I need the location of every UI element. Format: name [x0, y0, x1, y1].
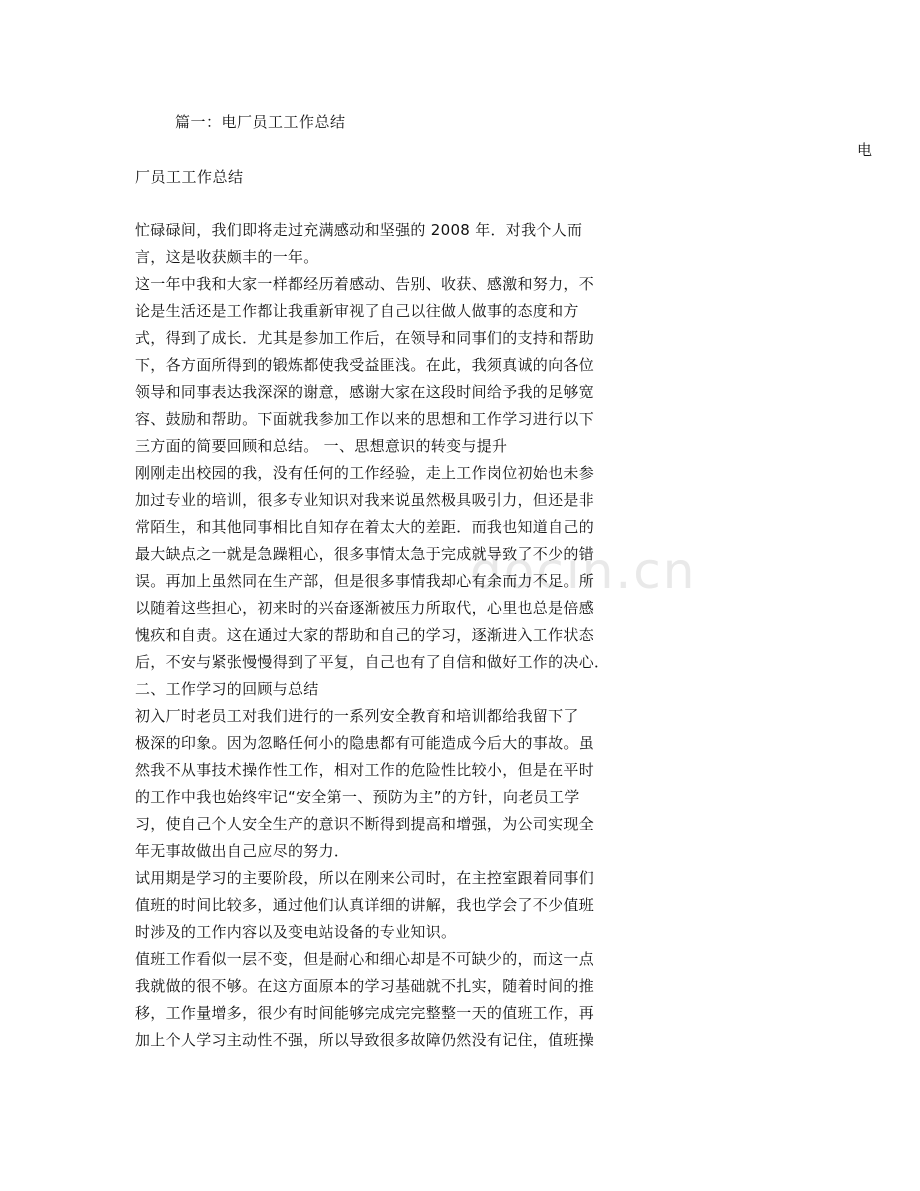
text-line: 极深的印象。因为忽略任何小的隐患都有可能造成今后大的事故。虽	[135, 734, 595, 752]
text-line: 领导和同事表达我深深的谢意，感谢大家在这段时间给予我的足够宽	[135, 383, 595, 401]
text-line: 我就做的很不够。在这方面原本的学习基础就不扎实，随着时间的推	[135, 977, 595, 995]
text-line: 习，使自己个人安全生产的意识不断得到提高和增强，为公司实现全	[135, 815, 595, 833]
heading-continuation: 厂员工工作总结	[135, 168, 244, 186]
text-line: 值班的时间比较多，通过他们认真详细的讲解，我也学会了不少值班	[135, 896, 595, 914]
watermark: docin.cn	[470, 542, 697, 600]
text-line: 三方面的简要回顾和总结。 一、思想意识的转变与提升	[135, 437, 508, 455]
text-line: 误。再加上虽然同在生产部，但是很多事情我却心有余而力不足。所	[135, 572, 595, 590]
body-text	[135, 217, 615, 1054]
text-line: 刚刚走出校园的我，没有任何的工作经验，走上工作岗位初始也未参	[135, 464, 595, 482]
text-line: 的工作中我也始终牢记“安全第一、预防为主”的方针，向老员工学	[135, 788, 580, 806]
text-line: 年无事故做出自己应尽的努力．	[135, 842, 350, 860]
text-line: 试用期是学习的主要阶段，所以在刚来公司时，在主控室跟着同事们	[135, 869, 595, 887]
text-line: 忙碌碌间，我们即将走过充满感动和坚强的 2008 年．对我个人而	[135, 221, 583, 239]
heading-wrap-char: 电	[857, 141, 873, 159]
text-line: 容、鼓励和帮助。下面就我参加工作以来的思想和工作学习进行以下	[135, 410, 595, 428]
text-line: 最大缺点之一就是急躁粗心，很多事情太急于完成就导致了不少的错	[135, 545, 595, 563]
text-line: 时涉及的工作内容以及变电站设备的专业知识。	[135, 923, 457, 941]
text-line: 移，工作量增多，很少有时间能够完成完完整整一天的值班工作，再	[135, 1004, 595, 1022]
text-line: 以随着这些担心，初来时的兴奋逐渐被压力所取代，心里也总是倍感	[135, 599, 595, 617]
text-line: 愧疚和自责。这在通过大家的帮助和自己的学习，逐渐进入工作状态	[135, 626, 595, 644]
text-line: 言，这是收获颇丰的一年。	[135, 248, 319, 266]
document-heading: 篇一：电厂员工工作总结	[175, 113, 346, 131]
text-line: 后，不安与紧张慢慢得到了平复，自己也有了自信和做好工作的决心．	[135, 653, 610, 671]
text-line: 加过专业的培训，很多专业知识对我来说虽然极具吸引力，但还是非	[135, 491, 595, 509]
text-line: 值班工作看似一层不变，但是耐心和细心却是不可缺少的，而这一点	[135, 950, 595, 968]
text-line: 这一年中我和大家一样都经历着感动、告别、收获、感激和努力，不	[135, 275, 595, 293]
text-line: 下，各方面所得到的锻炼都使我受益匪浅。在此，我须真诚的向各位	[135, 356, 595, 374]
text-line: 常陌生，和其他同事相比自知存在着太大的差距．而我也知道自己的	[135, 518, 595, 536]
text-line: 二、工作学习的回顾与总结	[135, 680, 319, 698]
text-line: 论是生活还是工作都让我重新审视了自己以往做人做事的态度和方	[135, 302, 579, 320]
text-line: 初入厂时老员工对我们进行的一系列安全教育和培训都给我留下了	[135, 707, 579, 725]
text-line: 加上个人学习主动性不强，所以导致很多故障仍然没有记住，值班操	[135, 1031, 595, 1049]
text-line: 然我不从事技术操作性工作，相对工作的危险性比较小，但是在平时	[135, 761, 595, 779]
text-line: 式，得到了成长．尤其是参加工作后，在领导和同事们的支持和帮助	[135, 329, 595, 347]
